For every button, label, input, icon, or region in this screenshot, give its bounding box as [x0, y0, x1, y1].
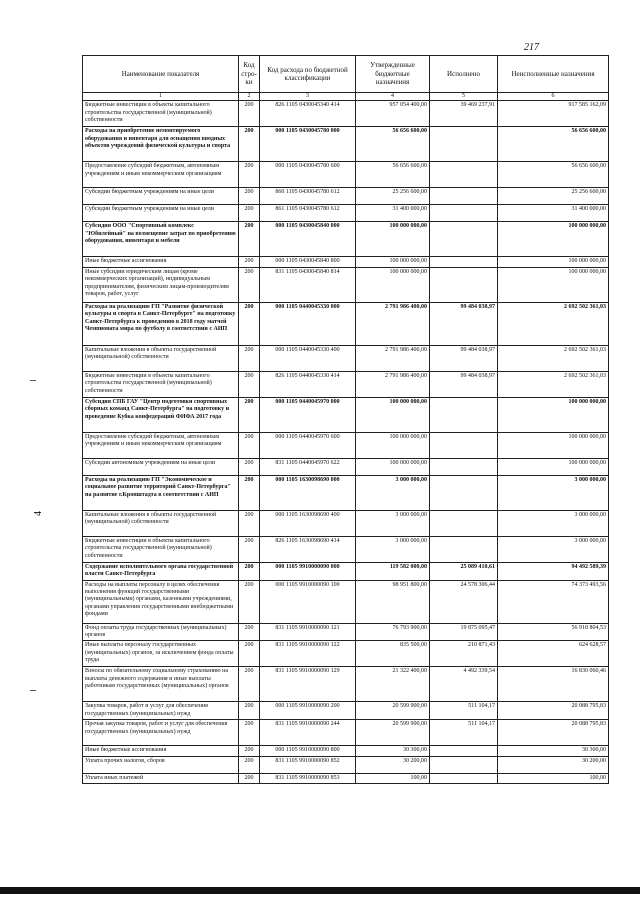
row-code: 200	[239, 746, 260, 756]
executed-amount	[430, 267, 498, 302]
row-code: 200	[239, 397, 260, 432]
remaining-amount: 3 000 000,00	[498, 475, 609, 510]
approved-amount: 119 582 000,00	[356, 562, 430, 580]
executed-amount: 39 469 237,91	[430, 101, 498, 127]
margin-tick	[30, 380, 36, 381]
approved-amount: 835 500,00	[356, 641, 430, 667]
row-code: 200	[239, 562, 260, 580]
row-code: 200	[239, 458, 260, 475]
row-code: 200	[239, 345, 260, 371]
remaining-amount: 100 000 000,00	[498, 397, 609, 432]
classification-code: 831 1105 9910000090 853	[260, 773, 356, 783]
remaining-amount: 2 692 502 361,03	[498, 302, 609, 345]
executed-amount: 511 104,17	[430, 720, 498, 746]
executed-amount	[430, 397, 498, 432]
indicator-name: Субсидии бюджетным учреждениям на иные цели	[83, 188, 239, 205]
indicator-name: Иные бюджетные ассигнования	[83, 257, 239, 267]
approved-amount: 100 000 000,00	[356, 397, 430, 432]
indicator-name: Капитальные вложения в объекты государственной (муниципальной) собственности	[83, 345, 239, 371]
classification-code: 861 1105 0430045780 612	[260, 205, 356, 222]
margin-tick	[30, 690, 36, 691]
table-row	[83, 188, 609, 205]
table-row	[83, 756, 609, 773]
indicator-name: Содержание исполнительного органа государственной власти Санкт-Петербурга	[83, 562, 239, 580]
approved-amount: 20 599 900,00	[356, 720, 430, 746]
classification-code: 000 1105 0440045970 600	[260, 432, 356, 458]
approved-amount: 2 791 986 400,00	[356, 345, 430, 371]
column-number: 6	[498, 93, 609, 101]
remaining-amount: 2 692 502 361,03	[498, 371, 609, 397]
classification-code: 826 1105 0430045340 414	[260, 101, 356, 127]
approved-amount: 100 000 000,00	[356, 267, 430, 302]
classification-code: 826 1105 1630098690 414	[260, 536, 356, 562]
approved-amount: 76 793 900,00	[356, 623, 430, 641]
table-row	[83, 562, 609, 580]
classification-code: 831 1105 0430045840 814	[260, 267, 356, 302]
row-code: 200	[239, 205, 260, 222]
remaining-amount: 100 000 000,00	[498, 257, 609, 267]
indicator-name: Иные бюджетные ассигнования	[83, 746, 239, 756]
executed-amount: 210 871,43	[430, 641, 498, 667]
header-row	[83, 56, 609, 93]
row-code: 200	[239, 475, 260, 510]
executed-amount	[430, 746, 498, 756]
indicator-name: Иные субсидии юридическим лицам (кроме некоммерческих организаций), индивидуальным предпринимателям, физическим лицам-производителям товаров, работ, услуг	[83, 267, 239, 302]
indicator-name: Субсидия ООО "Спортивный комплекс "Юбилейный" на возмещение затрат по приобретению оборудования, инвентаря и мебели	[83, 222, 239, 257]
table-body	[83, 101, 609, 784]
indicator-name: Взносы по обязательному социальному страхованию на выплаты денежного содержания и иные выплаты работникам государственных (муниципальных) органов	[83, 667, 239, 702]
classification-code: 000 1105 0430045840 800	[260, 257, 356, 267]
approved-amount: 20 599 900,00	[356, 702, 430, 720]
classification-code: 000 1105 9910000090 100	[260, 580, 356, 623]
indicator-name: Прочая закупка товаров, работ и услуг для обеспечения государственных (муниципальных) нужд	[83, 720, 239, 746]
classification-code: 831 1105 0440045970 622	[260, 458, 356, 475]
approved-amount: 3 000 000,00	[356, 475, 430, 510]
remaining-amount: 25 256 600,00	[498, 188, 609, 205]
approved-amount: 100,00	[356, 773, 430, 783]
remaining-amount: 624 628,57	[498, 641, 609, 667]
classification-code: 860 1105 0430045780 612	[260, 188, 356, 205]
executed-amount	[430, 475, 498, 510]
executed-amount	[430, 188, 498, 205]
executed-amount	[430, 162, 498, 188]
executed-amount	[430, 536, 498, 562]
remaining-amount: 74 373 493,56	[498, 580, 609, 623]
header-row-code: Код стро-ки	[239, 56, 260, 93]
executed-amount: 99 484 038,97	[430, 345, 498, 371]
table-row	[83, 580, 609, 623]
budget-execution-table	[82, 55, 609, 784]
approved-amount: 31 400 000,00	[356, 205, 430, 222]
classification-code: 000 1105 0430045780 000	[260, 127, 356, 162]
executed-amount	[430, 773, 498, 783]
table-row	[83, 623, 609, 641]
remaining-amount: 100 000 000,00	[498, 222, 609, 257]
executed-amount: 511 104,17	[430, 702, 498, 720]
indicator-name: Расходы на приобретение немонтируемого оборудования и инвентаря для оснащения вводных объектов учреждений физической культуры и спорта	[83, 127, 239, 162]
approved-amount: 100 000 000,00	[356, 432, 430, 458]
executed-amount: 99 484 038,97	[430, 302, 498, 345]
table-row	[83, 205, 609, 222]
remaining-amount: 94 492 589,39	[498, 562, 609, 580]
executed-amount	[430, 458, 498, 475]
table-row	[83, 257, 609, 267]
executed-amount: 24 578 306,44	[430, 580, 498, 623]
row-code: 200	[239, 267, 260, 302]
approved-amount: 56 656 600,00	[356, 127, 430, 162]
table-row	[83, 773, 609, 783]
executed-amount: 19 875 095,47	[430, 623, 498, 641]
approved-amount: 98 951 800,00	[356, 580, 430, 623]
classification-code: 000 1105 0440045330 400	[260, 345, 356, 371]
indicator-name: Фонд оплаты труда государственных (муниципальных) органов	[83, 623, 239, 641]
classification-code: 831 1105 9910000090 129	[260, 667, 356, 702]
table-row	[83, 371, 609, 397]
table-row	[83, 397, 609, 432]
table-row	[83, 667, 609, 702]
remaining-amount: 30 300,00	[498, 746, 609, 756]
approved-amount: 100 000 000,00	[356, 257, 430, 267]
classification-code: 000 1105 9910000090 200	[260, 702, 356, 720]
indicator-name: Предоставление субсидий бюджетным, автономным учреждениям и иным некоммерческим организациям	[83, 162, 239, 188]
table-row	[83, 162, 609, 188]
executed-amount	[430, 222, 498, 257]
remaining-amount: 3 000 000,00	[498, 536, 609, 562]
remaining-amount: 100 000 000,00	[498, 267, 609, 302]
table-row	[83, 302, 609, 345]
row-code: 200	[239, 432, 260, 458]
indicator-name: Расходы на выплаты персоналу в целях обеспечения выполнения функций государственными (муниципальными) органами, казенными учреждениями, органами управления государственными внебюджетными фондами	[83, 580, 239, 623]
remaining-amount: 100 000 000,00	[498, 458, 609, 475]
row-code: 200	[239, 371, 260, 397]
row-code: 200	[239, 580, 260, 623]
approved-amount: 30 200,00	[356, 756, 430, 773]
row-code: 200	[239, 188, 260, 205]
table-row	[83, 720, 609, 746]
row-code: 200	[239, 101, 260, 127]
row-code: 200	[239, 720, 260, 746]
approved-amount: 100 000 000,00	[356, 458, 430, 475]
table-row	[83, 267, 609, 302]
indicator-name: Субсидии бюджетным учреждениям на иные цели	[83, 205, 239, 222]
side-mark: 4	[33, 511, 44, 516]
remaining-amount: 56 918 804,53	[498, 623, 609, 641]
row-code: 200	[239, 641, 260, 667]
remaining-amount: 31 400 000,00	[498, 205, 609, 222]
executed-amount: 4 492 339,54	[430, 667, 498, 702]
remaining-amount: 56 656 600,00	[498, 162, 609, 188]
column-number: 1	[83, 93, 239, 101]
column-number: 3	[260, 93, 356, 101]
indicator-name: Субсидии автономным учреждениям на иные цели	[83, 458, 239, 475]
classification-code: 831 1105 9910000090 244	[260, 720, 356, 746]
executed-amount: 25 089 410,61	[430, 562, 498, 580]
indicator-name: Расходы на реализацию ГП "Экономическое и социальное развитие территорий Санкт-Петербурга" на развитие г.Кронштадта в соответствии с АИП	[83, 475, 239, 510]
classification-code: 831 1105 9910000090 121	[260, 623, 356, 641]
row-code: 200	[239, 302, 260, 345]
remaining-amount: 100,00	[498, 773, 609, 783]
remaining-amount: 917 585 162,09	[498, 101, 609, 127]
classification-code: 831 1105 9910000090 852	[260, 756, 356, 773]
row-code: 200	[239, 773, 260, 783]
column-number: 5	[430, 93, 498, 101]
column-number: 2	[239, 93, 260, 101]
table-row	[83, 702, 609, 720]
executed-amount	[430, 756, 498, 773]
classification-code: 000 1105 0430045840 000	[260, 222, 356, 257]
table-row	[83, 101, 609, 127]
classification-code: 000 1105 1630098690 000	[260, 475, 356, 510]
row-code: 200	[239, 702, 260, 720]
executed-amount	[430, 257, 498, 267]
header-remaining: Неисполненные назначения	[498, 56, 609, 93]
table-row	[83, 127, 609, 162]
row-code: 200	[239, 127, 260, 162]
remaining-amount: 30 200,00	[498, 756, 609, 773]
approved-amount: 3 000 000,00	[356, 536, 430, 562]
table-row	[83, 536, 609, 562]
classification-code: 826 1105 0440045330 414	[260, 371, 356, 397]
executed-amount	[430, 205, 498, 222]
column-number-row	[83, 93, 609, 101]
executed-amount	[430, 432, 498, 458]
table-row	[83, 475, 609, 510]
table-row	[83, 458, 609, 475]
page-number: 217	[524, 42, 539, 53]
remaining-amount: 3 000 000,00	[498, 510, 609, 536]
classification-code: 000 1105 9910000090 000	[260, 562, 356, 580]
approved-amount: 25 256 600,00	[356, 188, 430, 205]
approved-amount: 21 322 400,00	[356, 667, 430, 702]
classification-code: 831 1105 9910000090 122	[260, 641, 356, 667]
classification-code: 000 1105 0430045780 600	[260, 162, 356, 188]
table-row	[83, 345, 609, 371]
remaining-amount: 56 656 600,00	[498, 127, 609, 162]
classification-code: 000 1105 0440045330 000	[260, 302, 356, 345]
indicator-name: Субсидия СПБ ГАУ "Центр подготовки спортивных сборных команд Санкт-Петербурга" на подготовку и проведение Кубка конфедераций ФИФА 2017 года	[83, 397, 239, 432]
table-row	[83, 746, 609, 756]
table-row	[83, 510, 609, 536]
column-number: 4	[356, 93, 430, 101]
header-executed: Исполнено	[430, 56, 498, 93]
table-row	[83, 222, 609, 257]
indicator-name: Иные выплаты персоналу государственных (муниципальных) органов, за исключением фонда оплаты труда	[83, 641, 239, 667]
approved-amount: 30 300,00	[356, 746, 430, 756]
remaining-amount: 2 692 502 361,03	[498, 345, 609, 371]
indicator-name: Расходы на реализацию ГП "Развитие физической культуры и спорта в Санкт-Петербурге" на подготовку Санкт-Петербурга к проведению в 2018 году матчей Чемпионата мира по футболу в соответствии с АИП	[83, 302, 239, 345]
indicator-name: Капитальные вложения в объекты государственной (муниципальной) собственности	[83, 510, 239, 536]
executed-amount	[430, 510, 498, 536]
approved-amount: 2 791 986 400,00	[356, 302, 430, 345]
remaining-amount: 100 000 000,00	[498, 432, 609, 458]
header-approved: Утвержденные бюджетные назначения	[356, 56, 430, 93]
remaining-amount: 20 088 795,83	[498, 702, 609, 720]
row-code: 200	[239, 756, 260, 773]
row-code: 200	[239, 257, 260, 267]
table-row	[83, 432, 609, 458]
indicator-name: Уплата прочих налогов, сборов	[83, 756, 239, 773]
approved-amount: 56 656 600,00	[356, 162, 430, 188]
table-row	[83, 641, 609, 667]
indicator-name: Бюджетные инвестиции в объекты капитального строительства государственной (муниципальной) собственности	[83, 101, 239, 127]
classification-code: 000 1105 9910000090 800	[260, 746, 356, 756]
header-indicator-name: Наименование показателя	[83, 56, 239, 93]
row-code: 200	[239, 667, 260, 702]
remaining-amount: 16 830 060,46	[498, 667, 609, 702]
indicator-name: Уплата иных платежей	[83, 773, 239, 783]
classification-code: 000 1105 0440045970 000	[260, 397, 356, 432]
row-code: 200	[239, 536, 260, 562]
approved-amount: 3 000 000,00	[356, 510, 430, 536]
executed-amount	[430, 127, 498, 162]
row-code: 200	[239, 222, 260, 257]
indicator-name: Бюджетные инвестиции в объекты капитального строительства государственной (муниципальной) собственности	[83, 536, 239, 562]
row-code: 200	[239, 623, 260, 641]
indicator-name: Закупка товаров, работ и услуг для обеспечения государственных (муниципальных) нужд	[83, 702, 239, 720]
header-classification-code: Код расхода по бюджетной классификации	[260, 56, 356, 93]
row-code: 200	[239, 510, 260, 536]
indicator-name: Бюджетные инвестиции в объекты капитального строительства государственной (муниципальной) собственности	[83, 371, 239, 397]
scan-border	[0, 887, 640, 894]
indicator-name: Предоставление субсидий бюджетным, автономным учреждениям и иным некоммерческим организациям	[83, 432, 239, 458]
classification-code: 000 1105 1630098690 400	[260, 510, 356, 536]
approved-amount: 957 054 400,00	[356, 101, 430, 127]
executed-amount: 99 484 038,97	[430, 371, 498, 397]
row-code: 200	[239, 162, 260, 188]
remaining-amount: 20 088 795,83	[498, 720, 609, 746]
approved-amount: 100 000 000,00	[356, 222, 430, 257]
approved-amount: 2 791 986 400,00	[356, 371, 430, 397]
